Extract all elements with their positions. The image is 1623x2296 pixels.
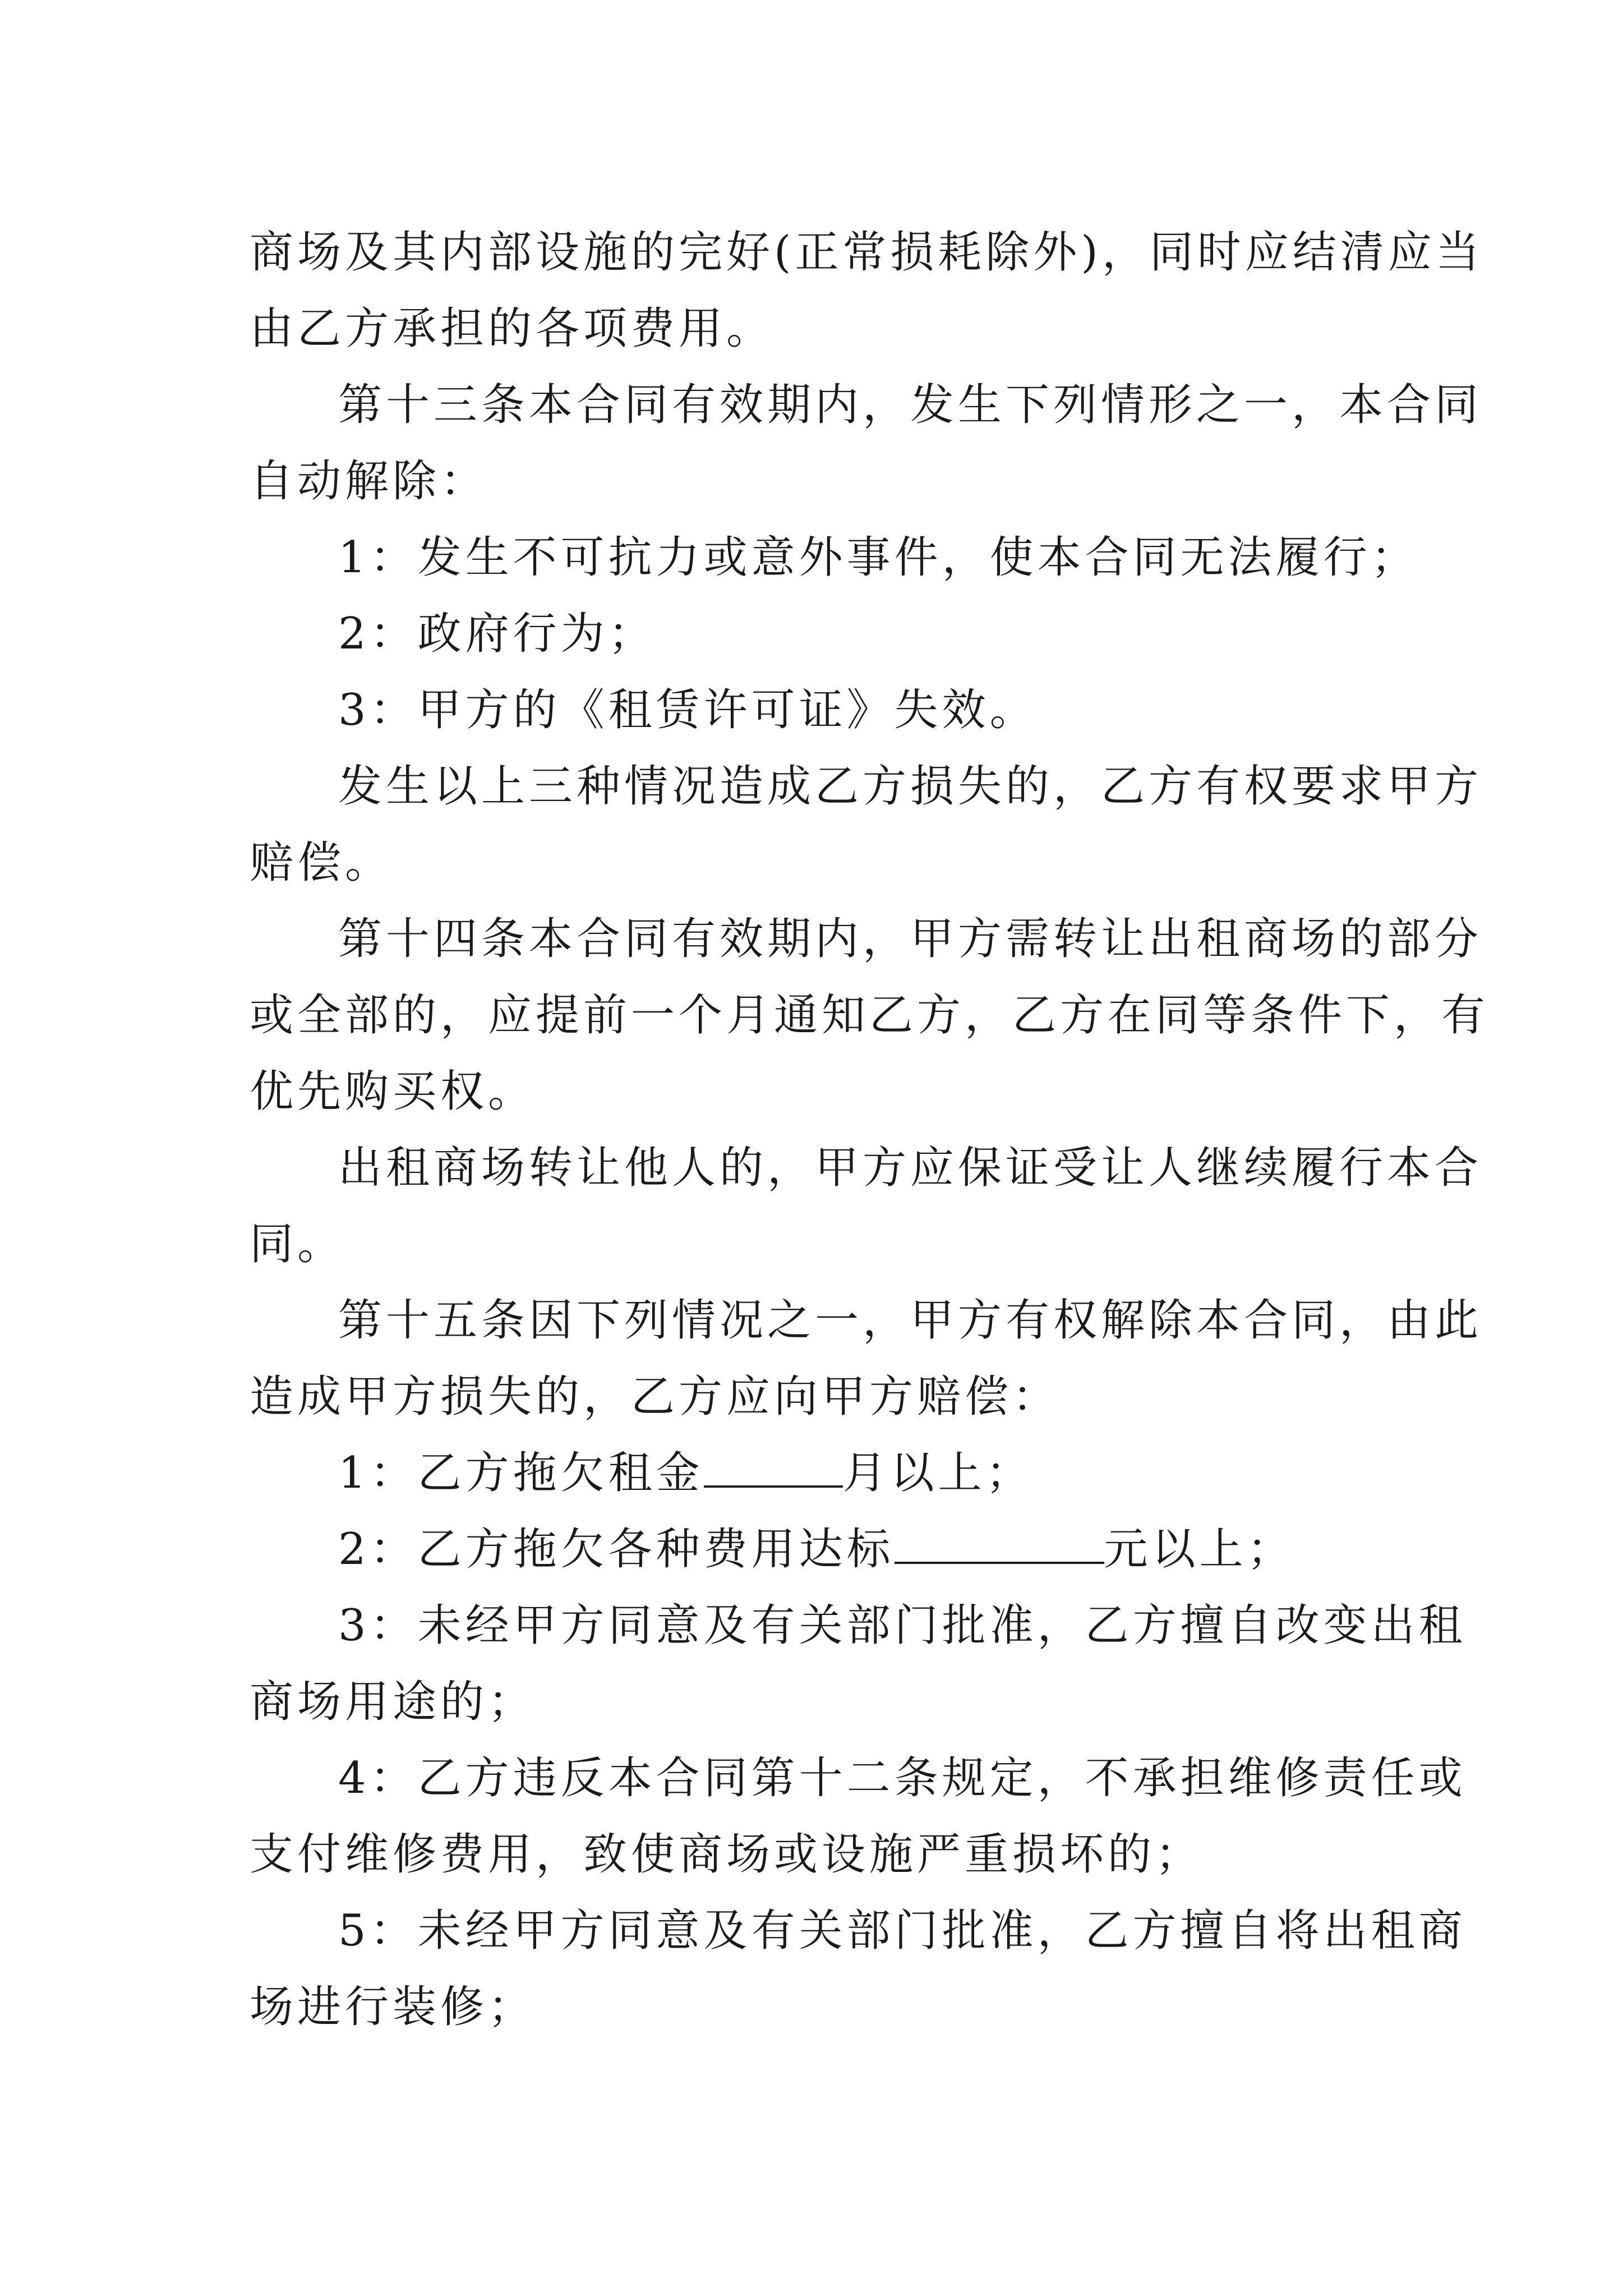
list-item-text: 1：乙方拖欠租金 bbox=[338, 1448, 704, 1498]
fill-in-blank[interactable] bbox=[895, 1517, 1104, 1564]
list-item: 4：乙方违反本合同第十二条规定，不承担维修责任或 bbox=[338, 1753, 1467, 1803]
paragraph-line: 或全部的，应提前一个月通知乙方，乙方在同等条件下，有 bbox=[250, 990, 1490, 1041]
article-14-line: 第十四条本合同有效期内，甲方需转让出租商场的部分 bbox=[338, 914, 1483, 964]
list-item: 5：未经甲方同意及有关部门批准，乙方擅自将出租商 bbox=[338, 1906, 1467, 1956]
list-item: 3：甲方的《租赁许可证》失效。 bbox=[338, 685, 1038, 735]
list-item bbox=[250, 1511, 1385, 1588]
paragraph-line: 商场用途的； bbox=[250, 1677, 536, 1727]
fill-in-blank[interactable] bbox=[704, 1441, 843, 1488]
list-item-text: 2：乙方拖欠各种费用达标 bbox=[338, 1524, 895, 1575]
paragraph-line: 场进行装修； bbox=[250, 1982, 536, 2032]
article-15-line: 第十五条因下列情况之一，甲方有权解除本合同，由此 bbox=[338, 1295, 1483, 1346]
paragraph-line: 造成甲方损失的，乙方应向甲方赔偿： bbox=[250, 1372, 1061, 1422]
paragraph-line: 发生以上三种情况造成乙方损失的，乙方有权要求甲方 bbox=[338, 761, 1483, 812]
article-13-line: 第十三条本合同有效期内，发生下列情形之一，本合同 bbox=[338, 380, 1483, 430]
paragraph-line: 由乙方承担的各项费用。 bbox=[250, 303, 774, 354]
paragraph-line: 出租商场转让他人的，甲方应保证受让人继续履行本合 bbox=[338, 1143, 1483, 1193]
paragraph-line: 优先购买权。 bbox=[250, 1066, 536, 1117]
paragraph-line: 自动解除： bbox=[250, 456, 488, 507]
list-item: 2：政府行为； bbox=[338, 609, 656, 659]
list-item-text: 元以上； bbox=[1104, 1524, 1295, 1575]
list-item bbox=[250, 1435, 1385, 1511]
list-item: 3：未经甲方同意及有关部门批准，乙方擅自改变出租 bbox=[338, 1600, 1467, 1651]
paragraph-line: 商场及其内部设施的完好(正常损耗除外)，同时应结清应当 bbox=[250, 227, 1483, 278]
paragraph-line: 同。 bbox=[250, 1219, 345, 1269]
paragraph-line: 赔偿。 bbox=[250, 838, 393, 888]
list-item-text: 月以上； bbox=[842, 1448, 1034, 1498]
document-body bbox=[250, 214, 1490, 2045]
paragraph-line: 支付维修费用，致使商场或设施严重损坏的； bbox=[250, 1829, 1204, 1880]
list-item: 1：发生不可抗力或意外事件，使本合同无法履行； bbox=[338, 532, 1419, 583]
